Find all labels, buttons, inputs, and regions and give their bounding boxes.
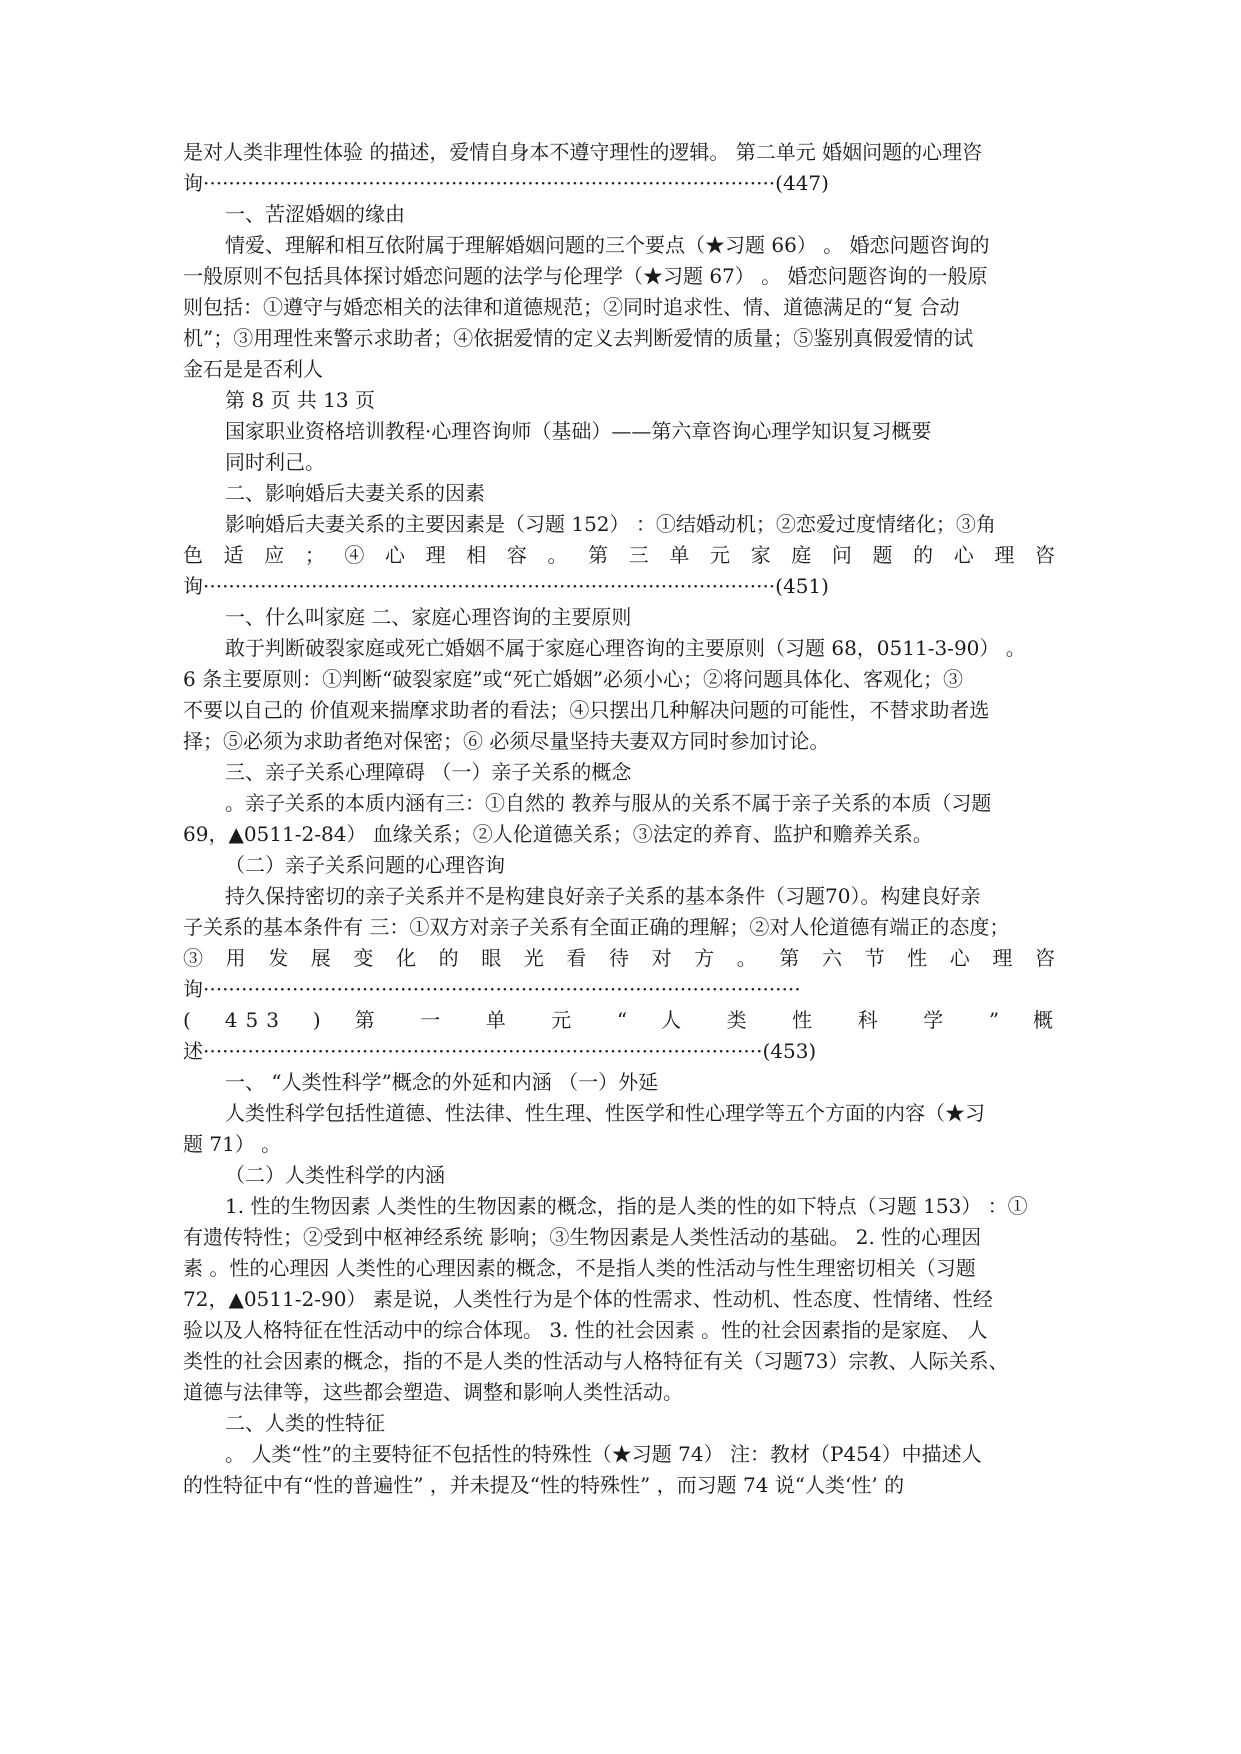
text-line: 询··························································································(447): [183, 171, 829, 195]
text-line: 择；⑤必须为求助者绝对保密；⑥ 必须尽量坚持夫妻双方同时参加讨论。: [183, 729, 830, 753]
section-heading: （二）人类性科学的内涵: [225, 1163, 445, 1187]
text-line: 不要以自己的 价值观来揣摩求助者的看法；④只摆出几种解决问题的可能性，不替求助者选: [183, 698, 990, 722]
text-line: 则包括：①遵守与婚恋相关的法律和道德规范；②同时追求性、情、道德满足的“复 合动: [183, 295, 960, 319]
text-line: 72，▲0511-2-90） 素是说，人类性行为是个体的性需求、性动机、性态度、性情绪、性经: [183, 1287, 993, 1311]
text-line: 道德与法律等，这些都会塑造、调整和影响人类性活动。: [183, 1380, 683, 1404]
text-line: 6 条主要原则：①判断“破裂家庭”或“死亡婚姻”必须小心；②将问题具体化、客观化；③: [183, 667, 963, 691]
text-line: ( 453 ) 第 一 单 元 “ 人 类 性 科 学 ” 概: [183, 1008, 1061, 1032]
text-line: 1. 性的生物因素 人类性的生物因素的概念，指的是人类的性的如下特点（习题 153） ：①: [225, 1194, 1028, 1218]
text-line: 题 71） 。: [183, 1132, 282, 1156]
text-line: 同时利己。: [225, 450, 325, 474]
running-header: 国家职业资格培训教程·心理咨询师（基础）——第六章咨询心理学知识复习概要: [225, 419, 932, 443]
section-heading: 一、什么叫家庭 二、家庭心理咨询的主要原则: [225, 605, 632, 629]
text-line: 69，▲0511-2-84） 血缘关系；②人伦道德关系；③法定的养育、监护和赡养关系。: [183, 822, 933, 846]
section-heading: 一、苦涩婚姻的缘由: [225, 202, 405, 226]
text-line: 验以及人格特征在性活动中的综合体现。 3. 性的社会因素 。性的社会因素指的是家庭、 人: [183, 1318, 988, 1342]
text-line: 色 适 应 ； ④ 心 理 相 容 。 第 三 单 元 家 庭 问 题 的 心 理 咨: [183, 543, 1061, 567]
text-line: 。亲子关系的本质内涵有三：①自然的 教养与服从的关系不属于亲子关系的本质（习题: [225, 791, 992, 815]
section-heading: 二、人类的性特征: [225, 1411, 385, 1435]
text-line: 持久保持密切的亲子关系并不是构建良好亲子关系的基本条件（习题70）。构建良好亲: [225, 884, 981, 908]
page-number: 第 8 页 共 13 页: [225, 388, 375, 412]
text-line: 。 人类“性”的主要特征不包括性的特殊性（★习题 74） 注：教材（P454）中描述人: [225, 1442, 982, 1466]
section-heading: 一、 “人类性科学”概念的外延和内涵 （一）外延: [225, 1070, 659, 1094]
text-line: 类性的社会因素的概念，指的不是人类的性活动与人格特征有关（习题73）宗教、人际关系、: [183, 1349, 1009, 1373]
text-line: 素 。性的心理因 人类性的心理因素的概念，不是指人类的性活动与性生理密切相关（习题: [183, 1256, 976, 1280]
text-line: 情爱、理解和相互依附属于理解婚姻问题的三个要点（★习题 66） 。 婚恋问题咨询的: [225, 233, 990, 257]
section-heading: 三、亲子关系心理障碍 （一）亲子关系的概念: [225, 760, 632, 784]
text-line: ③ 用 发 展 变 化 的 眼 光 看 待 对 方 。 第 六 节 性 心 理 咨: [183, 946, 1061, 970]
text-line: 敢于判断破裂家庭或死亡婚姻不属于家庭心理咨询的主要原则（习题 68，0511-3-90） 。: [225, 636, 1026, 660]
text-line: 述························································································(453): [183, 1039, 817, 1063]
text-line: 询··························································································(451): [183, 574, 829, 598]
text-line: 的性特征中有“性的普遍性” ，并未提及“性的特殊性” ，而习题 74 说“人类‘性’ 的: [183, 1473, 905, 1497]
text-line: 是对人类非理性体验 的描述，爱情自身本不遵守理性的逻辑。 第二单元 婚姻问题的心理咨: [183, 140, 983, 164]
text-line: 人类性科学包括性道德、性法律、性生理、性医学和性心理学等五个方面的内容（★习: [225, 1101, 985, 1125]
text-line: 有遗传特性；②受到中枢神经系统 影响；③生物因素是人类性活动的基础。 2. 性的心理因: [183, 1225, 982, 1249]
text-line: 影响婚后夫妻关系的主要因素是（习题 152） ：①结婚动机；②恋爱过度情绪化；③角: [225, 512, 996, 536]
text-line: 金石是是否利人: [183, 357, 323, 381]
text-line: 机”；③用理性来警示求助者；④依据爱情的定义去判断爱情的质量；⑤鉴别真假爱情的试: [183, 326, 974, 350]
text-line: 询······························································································: [183, 977, 801, 1001]
text-line: 一般原则不包括具体探讨婚恋问题的法学与伦理学（★习题 67） 。 婚恋问题咨询的一般原: [183, 264, 988, 288]
text-line: 子关系的基本条件有 三：①双方对亲子关系有全面正确的理解；②对人伦道德有端正的态度；: [183, 915, 1010, 939]
section-heading: （二）亲子关系问题的心理咨询: [225, 853, 505, 877]
section-heading: 二、影响婚后夫妻关系的因素: [225, 481, 485, 505]
